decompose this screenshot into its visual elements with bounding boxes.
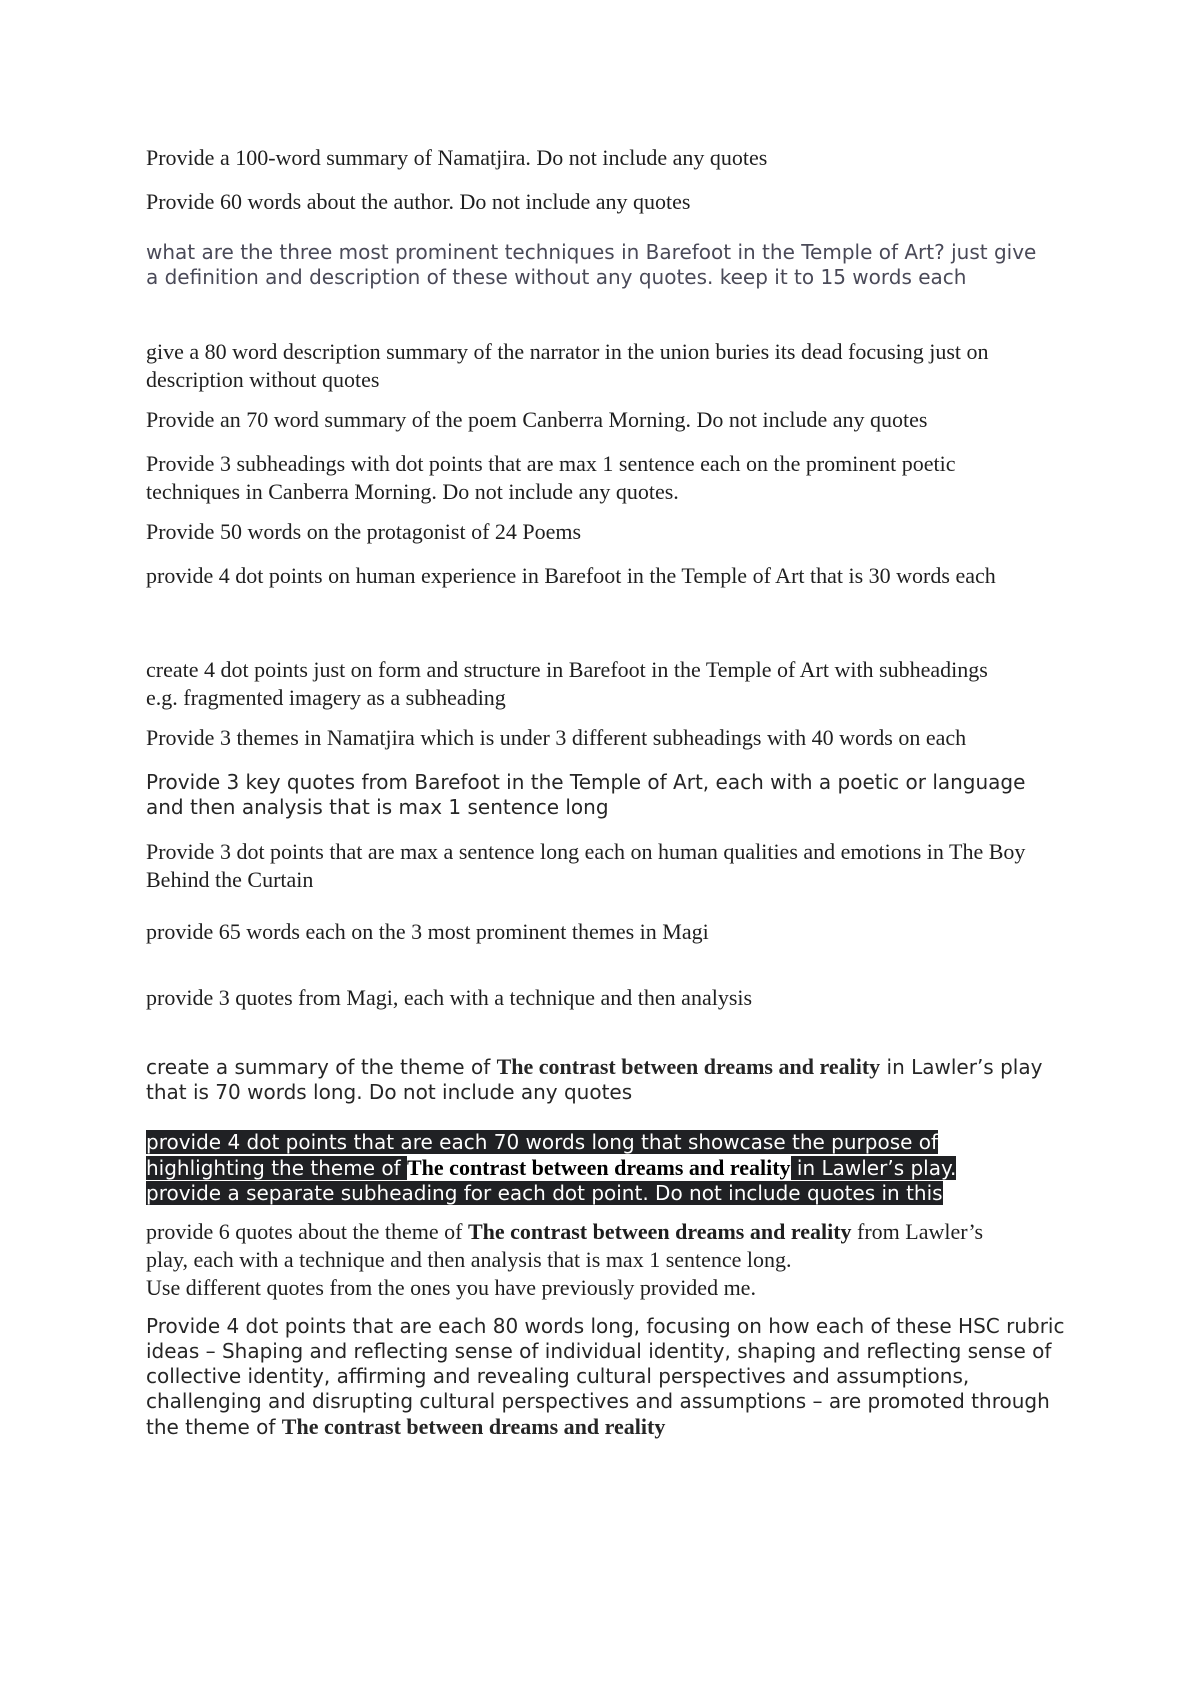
- prompt-human-experience: provide 4 dot points on human experience in Barefoot in the Temple of Art that is 30 words each: [146, 563, 996, 588]
- prompt-union-narrator: give a 80 word description summary of the narrator in the union buries its dead focusing just on description without quotes: [146, 339, 989, 392]
- prompt-canberra-summary: Provide an 70 word summary of the poem Canberra Morning. Do not include any quotes: [146, 407, 928, 432]
- prompt-magi-quotes: provide 3 quotes from Magi, each with a technique and then analysis: [146, 985, 753, 1010]
- prompt-barefoot-techniques: what are the three most prominent techniques in Barefoot in the Temple of Art? just give a definition and description of these without any quotes. keep it to 15 words each: [146, 240, 1037, 289]
- prompt-dreams-dot-points-selected: provide 4 dot points that are each 70 words long that showcase the purpose of highlighting the theme of The contrast between dreams and reality in Lawler’s play. provide a separate subheading for each dot point. Do not include quotes in this: [146, 1130, 957, 1205]
- prompt-magi-themes: provide 65 words each on the 3 most prominent themes in Magi: [146, 919, 709, 944]
- prompt-author: Provide 60 words about the author. Do not include any quotes: [146, 189, 691, 214]
- prompt-canberra-techniques: Provide 3 subheadings with dot points that are max 1 sentence each on the prominent poetic techniques in Canberra Morning. Do not include any quotes.: [146, 451, 956, 504]
- prompt-24-poems: Provide 50 words on the protagonist of 24 Poems: [146, 519, 582, 544]
- prompt-barefoot-quotes: Provide 3 key quotes from Barefoot in the Temple of Art, each with a poetic or language and then analysis that is max 1 sentence long: [146, 770, 1026, 819]
- prompt-dreams-quotes: provide 6 quotes about the theme of The contrast between dreams and reality from Lawler’s play, each with a technique and then analysis that is max 1 sentence long. Use different quotes from the ones you have previously provided me.: [146, 1219, 984, 1300]
- prompt-namatjira-summary: Provide a 100-word summary of Namatjira. Do not include any quotes: [146, 145, 768, 170]
- prompt-namatjira-themes: Provide 3 themes in Namatjira which is under 3 different subheadings with 40 words on each: [146, 725, 967, 750]
- prompt-form-structure: create 4 dot points just on form and structure in Barefoot in the Temple of Art with subheadings e.g. fragmented imagery as a subheading: [146, 657, 988, 710]
- prompt-dreams-summary: create a summary of the theme of The contrast between dreams and reality in Lawler’s play that is 70 words long. Do not include any quotes: [146, 1054, 1043, 1104]
- prompt-hsc-rubric: Provide 4 dot points that are each 80 words long, focusing on how each of these HSC rubric ideas – Shaping and reflecting sense of individual identity, shaping and reflecting sense of collective identity, affirming and revealing cultural perspectives and assumptions, challenging and disrupting cultural perspectives and assumptions – are promoted through the theme of The contrast between dreams and reality: [146, 1314, 1065, 1439]
- prompt-boy-behind-curtain: Provide 3 dot points that are max a sentence long each on human qualities and emotions in The Boy Behind the Curtain: [146, 839, 1026, 892]
